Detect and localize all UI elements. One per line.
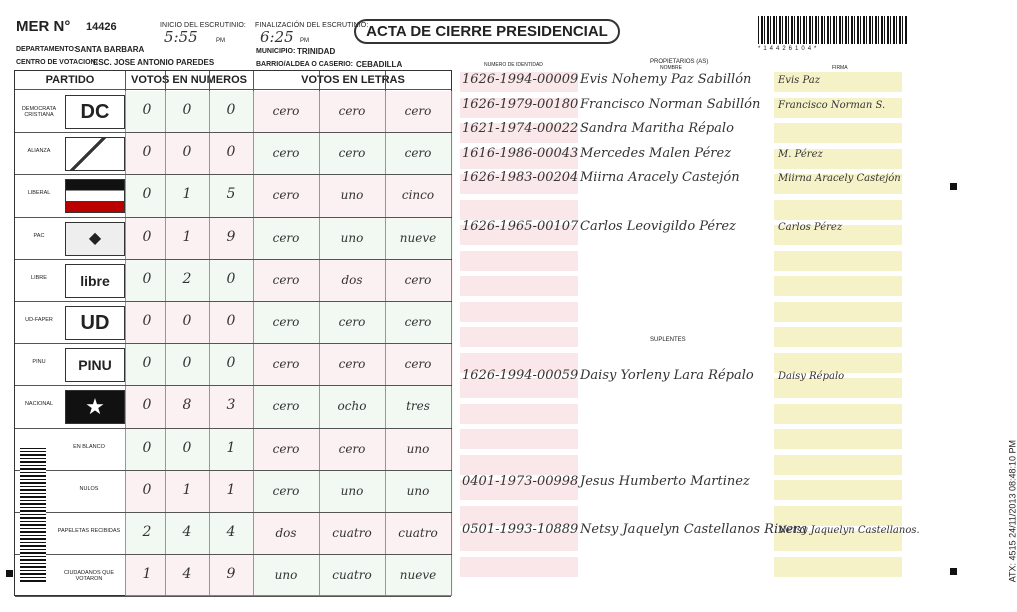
party-name: LIBRE [31, 274, 47, 281]
table-row [15, 555, 451, 597]
vote-word: cuatro [332, 568, 372, 583]
vote-digit: 4 [182, 566, 192, 583]
vote-digit: 0 [182, 439, 192, 456]
vote-word: cero [338, 104, 366, 119]
identidad-header: NUMERO DE IDENTIDAD [484, 62, 543, 68]
vote-digit: 0 [226, 270, 236, 287]
member-id: 1626-1979-00180 [462, 96, 579, 112]
table-row [15, 471, 451, 513]
party-name: PAC [33, 232, 45, 239]
col-partido-header: PARTIDO [45, 74, 95, 86]
party-name: ALIANZA [27, 148, 51, 155]
vote-digit: 0 [142, 481, 152, 498]
vote-word: cero [272, 315, 300, 330]
vote-word: cero [272, 357, 300, 372]
vote-digit: 2 [182, 270, 192, 287]
vote-digit: 0 [142, 102, 152, 119]
vote-word: cero [272, 441, 300, 456]
member-name: Miirna Aracely Castejón [580, 170, 740, 185]
table-row [15, 429, 451, 471]
suplentes-header: SUPLENTES [650, 337, 686, 343]
vote-digit: 0 [226, 102, 236, 119]
centro-label: CENTRO DE VOTACION: [16, 59, 98, 66]
vote-word: uno [406, 441, 430, 456]
vote-word: cero [272, 230, 300, 245]
vote-word: uno [340, 188, 364, 203]
member-signature: Evis Paz [778, 75, 820, 86]
propietarios-header: PROPIETARIOS (AS) [650, 59, 709, 65]
vote-digit: 5 [226, 186, 236, 203]
party-logo: PINU [65, 348, 125, 382]
vote-digit: 0 [226, 313, 236, 330]
municipio-label: MUNICIPIO: [256, 48, 296, 55]
member-signature: Carlos Pérez [778, 222, 843, 233]
vote-digit: 1 [226, 439, 236, 456]
registration-mark [950, 568, 957, 575]
member-id: 1626-1994-00009 [462, 72, 579, 87]
vote-digit: 1 [226, 481, 236, 498]
barrio-value: CEBADILLA [356, 60, 403, 69]
vote-digit: 2 [142, 524, 152, 541]
party-name: EN BLANCO [73, 443, 105, 450]
vote-word: cero [272, 399, 300, 414]
table-row [15, 91, 451, 133]
barcode-number: *14426104* [758, 46, 820, 52]
table-row [15, 218, 451, 260]
member-id: 1616-1986-00043 [462, 145, 579, 161]
vote-word: cero [338, 357, 366, 372]
vote-word: uno [406, 483, 430, 498]
vote-digit: 1 [142, 566, 152, 583]
vote-digit: 0 [142, 186, 152, 203]
member-name: Sandra Maritha Répalo [580, 121, 734, 136]
vote-digit: 0 [142, 439, 152, 456]
party-name: UD-FAPER [25, 317, 53, 324]
table-row [15, 344, 451, 386]
inicio-suffix: PM [216, 38, 225, 44]
vote-digit: 1 [182, 186, 192, 203]
vote-word: cero [404, 315, 432, 330]
party-logo [65, 179, 125, 213]
member-signature: Daisy Répalo [778, 371, 845, 382]
vote-word: dos [341, 272, 363, 287]
party-logo [65, 137, 125, 171]
member-signature: M. Pérez [778, 148, 823, 160]
finalizacion-label: FINALIZACIÓN DEL ESCRUTINIO: [255, 22, 369, 29]
party-name: CIUDADANOS QUE VOTARON [63, 570, 115, 583]
vote-word: cero [272, 188, 300, 203]
centro-value: ESC. JOSE ANTONIO PAREDES [93, 58, 215, 67]
member-name: Francisco Norman Sabillón [580, 96, 761, 112]
vote-digit: 1 [182, 228, 192, 245]
vote-digit: 0 [182, 102, 192, 119]
vote-digit: 0 [226, 144, 236, 161]
party-logo: ◆ [65, 222, 125, 256]
party-name: PINU [32, 359, 46, 366]
vote-word: cero [338, 315, 366, 330]
table-row [15, 302, 451, 344]
member-id: 1626-1983-00204 [462, 170, 579, 185]
party-name: LIBERAL [27, 190, 51, 197]
vote-digit: 1 [182, 481, 192, 498]
table-row [15, 175, 451, 217]
registration-mark [6, 570, 13, 577]
barrio-label: BARRIO/ALDEA O CASERIO: [256, 61, 353, 68]
fin-suffix: PM [300, 38, 309, 44]
party-name: NACIONAL [24, 401, 54, 408]
members-section [460, 59, 920, 600]
vote-digit: 4 [226, 524, 236, 541]
vote-word: uno [274, 568, 298, 583]
vote-digit: 0 [142, 397, 152, 414]
mer-label: MER N° [16, 18, 71, 35]
member-name: Mercedes Malen Pérez [580, 145, 732, 161]
vote-word: dos [275, 526, 297, 541]
vote-digit: 0 [142, 313, 152, 330]
member-signature: Netsy Jaquelyn Castellanos. [778, 525, 920, 536]
member-signature: Miirna Aracely Castejón [778, 173, 901, 184]
vote-word: uno [340, 483, 364, 498]
vote-digit: 0 [182, 355, 192, 372]
vote-digit: 0 [142, 270, 152, 287]
vote-word: cero [272, 483, 300, 498]
top-barcode [758, 16, 908, 44]
vote-digit: 0 [142, 228, 152, 245]
member-id: 1626-1994-00059 [462, 368, 579, 383]
vote-word: cero [272, 146, 300, 161]
party-logo: DC [65, 95, 125, 129]
vote-digit: 3 [226, 397, 236, 414]
inicio-label: INICIO DEL ESCRUTINIO: [160, 22, 246, 29]
member-name: Daisy Yorleny Lara Répalo [580, 368, 754, 383]
member-name: Evis Nohemy Paz Sabillón [580, 72, 752, 87]
municipio-value: TRINIDAD [297, 47, 336, 56]
party-name: NULOS [79, 485, 99, 492]
vote-word: cero [338, 441, 366, 456]
vote-word: cero [338, 146, 366, 161]
party-name: PAPELETAS RECIBIDAS [57, 528, 121, 535]
vote-digit: 0 [226, 355, 236, 372]
firma-header: FIRMA [832, 65, 848, 71]
vote-word: tres [406, 399, 430, 414]
member-signature: Francisco Norman S. [778, 99, 886, 111]
party-logo: libre [65, 264, 125, 298]
member-id: 1621-1974-00022 [462, 121, 579, 136]
document-title: ACTA DE CIERRE PRESIDENCIAL [354, 19, 620, 44]
member-name: Jesus Humberto Martinez [580, 474, 750, 489]
vote-word: cero [404, 104, 432, 119]
vote-digit: 0 [182, 144, 192, 161]
side-barcode [20, 448, 46, 582]
vote-word: cinco [401, 188, 435, 203]
col-numeros-header: VOTOS EN NUMEROS [131, 74, 247, 86]
vote-word: uno [340, 230, 364, 245]
member-name: Carlos Leovigildo Pérez [580, 219, 736, 234]
vote-digit: 8 [182, 397, 192, 414]
votes-table [14, 70, 452, 596]
fin-time: 6:25 [260, 28, 294, 46]
vote-word: cuatro [332, 526, 372, 541]
table-row [15, 260, 451, 302]
party-name: DEMOCRATA CRISTIANA [21, 106, 57, 119]
vote-digit: 9 [226, 566, 236, 583]
registration-mark [950, 183, 957, 190]
vote-digit: 0 [142, 144, 152, 161]
departamento-value: SANTA BARBARA [75, 45, 145, 54]
member-id: 1626-1965-00107 [462, 219, 579, 234]
vote-word: nueve [399, 230, 437, 245]
departamento-label: DEPARTAMENTO: [16, 46, 77, 53]
vote-digit: 0 [142, 355, 152, 372]
nombre-header: NOMBRE [660, 65, 682, 71]
vote-word: cero [272, 272, 300, 287]
col-letras-header: VOTOS EN LETRAS [301, 74, 405, 86]
party-logo: ★ [65, 390, 125, 424]
vote-word: cero [404, 272, 432, 287]
table-row [15, 133, 451, 175]
vote-word: cero [404, 357, 432, 372]
member-name: Netsy Jaquelyn Castellanos Rivera [580, 522, 808, 537]
vote-word: cero [404, 146, 432, 161]
vote-digit: 0 [182, 313, 192, 330]
vote-word: ocho [337, 399, 367, 414]
vote-word: nueve [399, 568, 437, 583]
transmission-stamp: ATX: 4515 24/11/2013 08:48:10 PM [1007, 440, 1017, 583]
member-id: 0401-1973-00998 [462, 474, 579, 489]
mer-number: 14426 [86, 21, 117, 33]
vote-digit: 9 [226, 228, 236, 245]
vote-word: cero [272, 104, 300, 119]
member-id: 0501-1993-10889 [462, 522, 579, 537]
inicio-time: 5:55 [164, 28, 198, 46]
table-row [15, 386, 451, 428]
vote-digit: 4 [182, 524, 192, 541]
party-logo: UD [65, 306, 125, 340]
vote-word: cuatro [398, 526, 438, 541]
table-row [15, 513, 451, 555]
